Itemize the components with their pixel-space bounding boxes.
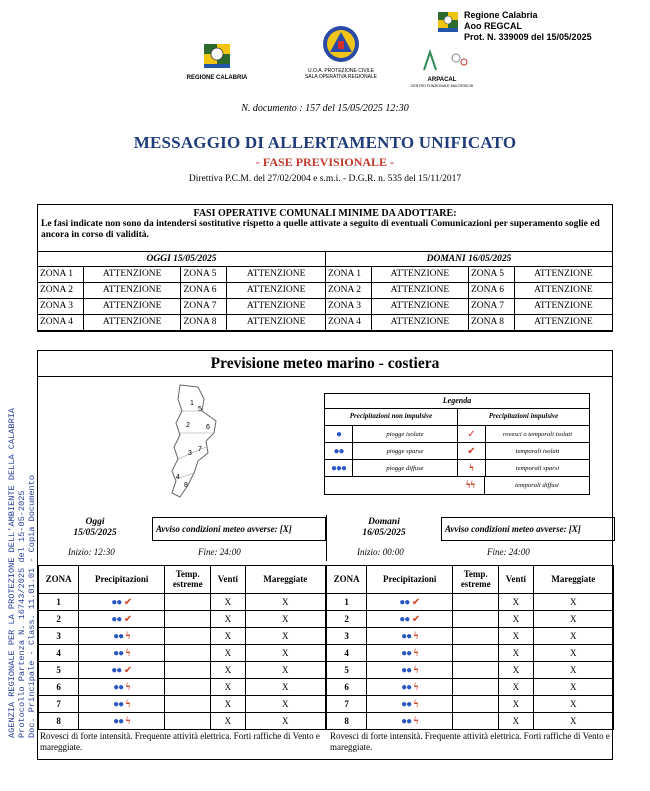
table-row	[39, 662, 326, 679]
storms-scattered-icon: ϟ	[411, 715, 419, 727]
temp-cell	[165, 696, 211, 713]
temp-cell	[453, 679, 499, 696]
precipitation-cell	[79, 679, 165, 696]
regione-calabria-logo	[182, 42, 252, 82]
legend-item-piogge-sparse: piogge sparse	[386, 447, 424, 455]
zone-status: ATTENZIONE	[227, 299, 325, 315]
phases-today-grid	[38, 267, 325, 331]
rain-scattered-icon: ●●	[401, 681, 412, 693]
zone-number: 7	[39, 696, 79, 713]
precipitation-cell	[367, 594, 453, 611]
sea-storm-cell: X	[245, 662, 325, 679]
precipitation-cell	[367, 713, 453, 730]
zone-status: ATTENZIONE	[515, 267, 612, 283]
phases-today	[38, 251, 325, 331]
sea-storm-cell: X	[533, 594, 613, 611]
storms-scattered-icon: ϟ	[411, 698, 419, 710]
arpacal-caption-2: CENTRO FUNZIONALE MULTIRISCHI	[410, 83, 474, 88]
zone-number: 5	[39, 662, 79, 679]
rain-isolated-icon: ●	[335, 428, 342, 440]
wind-cell: X	[211, 594, 245, 611]
forecast-note-today: Rovesci di forte intensità. Frequente attività elettrica. Forti raffiche di Vento e mareggiate.	[40, 731, 320, 753]
zone-number: 2	[39, 611, 79, 628]
legend-col-impulsive: Precipitazioni impulsive	[457, 409, 589, 425]
zone-label: ZONA 2	[326, 283, 372, 299]
zone-label: ZONA 8	[469, 315, 515, 331]
zone-number: 1	[327, 594, 367, 611]
zone-status: ATTENZIONE	[84, 299, 182, 315]
storms-scattered-icon: ϟ	[123, 630, 131, 642]
zone-label: ZONA 8	[181, 315, 227, 331]
showers-isolated-icon: ✓	[467, 428, 476, 440]
sea-storm-cell: X	[533, 679, 613, 696]
sea-storm-cell: X	[245, 594, 325, 611]
map-label-7: 7	[198, 446, 202, 453]
precipitation-cell	[79, 662, 165, 679]
rain-scattered-icon: ●●	[113, 647, 124, 659]
rain-widespread-icon: ●●●	[330, 462, 347, 474]
precipitation-cell	[367, 611, 453, 628]
day-today-start: Inizio: 12:30	[68, 547, 115, 557]
document-title: MESSAGGIO DI ALLERTAMENTO UNIFICATO	[133, 133, 517, 152]
protocol-line-1: Regione Calabria	[464, 10, 538, 20]
rain-scattered-icon: ●●	[401, 664, 412, 676]
precipitation-cell	[79, 628, 165, 645]
protocol-emblem-icon	[436, 10, 460, 36]
zone-number: 5	[327, 662, 367, 679]
legend-item-temporali-diffusi: temporali diffusi	[515, 482, 559, 489]
forecast-box	[37, 350, 613, 760]
storms-scattered-icon: ϟ	[123, 647, 131, 659]
zone-number: 6	[327, 679, 367, 696]
precipitation-cell	[79, 611, 165, 628]
sea-storm-cell: X	[533, 662, 613, 679]
storms-scattered-icon: ϟ	[123, 715, 131, 727]
storms-isolated-icon: ✔	[121, 596, 133, 608]
zone-label: ZONA 6	[181, 283, 227, 299]
stamp-line-1: AGENZIA REGIONALE PER LA PROTEZIONE DELL'AMBIENTE DELLA CALABRIA	[7, 407, 18, 738]
legend-item-temporali-isolati: temporali isolati	[515, 447, 560, 455]
forecast-title: Previsione meteo marino - costiera	[38, 351, 612, 377]
day-tomorrow-end: Fine: 24:00	[487, 547, 530, 557]
protezione-civile-caption-1: U.O.A. PROTEZIONE CIVILE	[307, 68, 375, 74]
table-row	[327, 645, 614, 662]
protezione-civile-emblem-icon	[320, 24, 362, 64]
zone-number: 3	[39, 628, 79, 645]
wind-cell: X	[499, 679, 533, 696]
phases-tomorrow	[325, 251, 612, 331]
map-label-1: 1	[190, 400, 194, 407]
zone-label: ZONA 5	[469, 267, 515, 283]
table-row	[39, 594, 326, 611]
zone-status: ATTENZIONE	[372, 283, 469, 299]
storms-scattered-icon: ϟ	[469, 462, 474, 474]
legend-item-piogge-isolate: piogge isolate	[386, 430, 424, 438]
zone-status: ATTENZIONE	[227, 315, 325, 331]
rain-scattered-icon: ●●	[113, 698, 124, 710]
temp-cell	[165, 628, 211, 645]
rain-scattered-icon: ●●	[113, 630, 124, 642]
temp-cell	[165, 611, 211, 628]
wind-cell: X	[211, 713, 245, 730]
rain-scattered-icon: ●●	[401, 630, 412, 642]
col-zona: ZONA	[39, 566, 79, 594]
zone-status: ATTENZIONE	[227, 283, 325, 299]
precipitation-cell	[367, 628, 453, 645]
wind-cell: X	[211, 679, 245, 696]
col-venti: Venti	[499, 566, 533, 594]
zone-number: 4	[327, 645, 367, 662]
zone-label: ZONA 7	[181, 299, 227, 315]
legend-item-rovesci: rovesci o temporali isolati	[502, 430, 573, 438]
temp-cell	[453, 628, 499, 645]
document-directive: Direttiva P.C.M. del 27/02/2004 e s.m.i. - D.G.R. n. 535 del 15/11/2017	[188, 174, 462, 184]
zone-number: 4	[39, 645, 79, 662]
table-row	[327, 679, 614, 696]
storms-isolated-icon: ✔	[409, 596, 421, 608]
rain-scattered-icon: ●●	[333, 445, 344, 457]
zone-status: ATTENZIONE	[515, 283, 612, 299]
precipitation-cell	[367, 679, 453, 696]
table-row	[39, 696, 326, 713]
map-label-5: 5	[198, 406, 202, 413]
regione-calabria-caption: REGIONE CALABRIA	[186, 75, 248, 81]
calabria-zone-map	[158, 381, 238, 501]
temp-cell	[165, 662, 211, 679]
protocol-line-3: Prot. N. 339009 del 15/05/2025	[464, 31, 592, 42]
wind-cell: X	[211, 645, 245, 662]
protocol-stamp	[436, 10, 592, 42]
col-precipitazioni: Precipitazioni	[367, 566, 453, 594]
phases-tomorrow-label: DOMANI 16/05/2025	[326, 251, 612, 267]
zone-label: ZONA 5	[181, 267, 227, 283]
calabria-map-icon	[158, 381, 238, 501]
table-row	[327, 662, 614, 679]
day-today-date: 15/05/2025	[73, 527, 117, 538]
zone-status: ATTENZIONE	[372, 315, 469, 331]
rain-scattered-icon: ●●	[111, 664, 122, 676]
arpacal-caption: ARPACAL	[427, 77, 457, 83]
rain-scattered-icon: ●●	[113, 681, 124, 693]
storms-isolated-icon: ✔	[409, 613, 421, 625]
storms-isolated-icon: ✔	[121, 613, 133, 625]
phases-box	[37, 204, 613, 332]
table-row	[327, 628, 614, 645]
temp-cell	[453, 713, 499, 730]
zone-status: ATTENZIONE	[84, 283, 182, 299]
zone-number: 3	[327, 628, 367, 645]
temp-cell	[453, 662, 499, 679]
rain-scattered-icon: ●●	[111, 613, 122, 625]
table-row	[39, 713, 326, 730]
wind-cell: X	[499, 696, 533, 713]
col-mareggiate: Mareggiate	[533, 566, 613, 594]
table-row	[327, 611, 614, 628]
day-tomorrow-header	[326, 515, 614, 561]
forecast-table-today	[38, 565, 326, 730]
table-row	[327, 696, 614, 713]
temp-cell	[165, 594, 211, 611]
day-tomorrow-avviso: Avviso condizioni meteo avverse: [X]	[441, 517, 615, 541]
temp-cell	[165, 645, 211, 662]
zone-label: ZONA 1	[326, 267, 372, 283]
sea-storm-cell: X	[245, 628, 325, 645]
phases-title: FASI OPERATIVE COMUNALI MINIME DA ADOTTARE:	[193, 208, 457, 219]
zone-status: ATTENZIONE	[84, 315, 182, 331]
temp-cell	[453, 611, 499, 628]
table-row	[39, 611, 326, 628]
rain-scattered-icon: ●●	[401, 647, 412, 659]
zone-status: ATTENZIONE	[84, 267, 182, 283]
arpacal-emblem-icon	[412, 48, 472, 72]
wind-cell: X	[499, 594, 533, 611]
zone-label: ZONA 3	[326, 299, 372, 315]
phases-tomorrow-grid	[326, 267, 612, 331]
precipitation-cell	[367, 662, 453, 679]
col-zona: ZONA	[327, 566, 367, 594]
wind-cell: X	[499, 628, 533, 645]
wind-cell: X	[499, 611, 533, 628]
col-temp: Temp. estreme	[165, 566, 211, 594]
day-today-label: Oggi	[85, 517, 105, 527]
sea-storm-cell: X	[533, 645, 613, 662]
legend-col-non-impulsive: Precipitazioni non impulsive	[349, 412, 433, 420]
temp-cell	[453, 696, 499, 713]
protezione-civile-logo	[276, 24, 406, 81]
storms-scattered-icon: ϟ	[411, 647, 419, 659]
day-tomorrow-label: Domani	[368, 517, 400, 527]
storms-isolated-icon: ✔	[467, 445, 476, 457]
wind-cell: X	[211, 696, 245, 713]
rain-scattered-icon: ●●	[111, 596, 122, 608]
rain-scattered-icon: ●●	[401, 715, 412, 727]
protocol-line-2: Aoo REGCAL	[464, 20, 522, 31]
rain-scattered-icon: ●●	[399, 596, 410, 608]
day-today-end: Fine: 24:00	[198, 547, 241, 557]
arpacal-logo	[392, 48, 492, 88]
wind-cell: X	[499, 713, 533, 730]
zone-status: ATTENZIONE	[515, 315, 612, 331]
phases-note: Le fasi indicate non sono da intendersi sostitutive rispetto a quelle attivate a seguito di eventuali Comunicazioni per superamento soglie ed ancora in corso di validità.	[41, 219, 600, 241]
map-label-8: 8	[184, 482, 188, 489]
temp-cell	[165, 713, 211, 730]
sea-storm-cell: X	[245, 713, 325, 730]
table-row	[39, 679, 326, 696]
storms-scattered-icon: ϟ	[411, 681, 419, 693]
table-row	[327, 594, 614, 611]
col-venti: Venti	[211, 566, 245, 594]
table-row	[39, 628, 326, 645]
day-today-header	[38, 515, 326, 561]
zone-status: ATTENZIONE	[227, 267, 325, 283]
precipitation-cell	[79, 713, 165, 730]
sea-storm-cell: X	[533, 628, 613, 645]
map-label-4: 4	[176, 474, 180, 481]
zone-label: ZONA 4	[38, 315, 84, 331]
table-row	[327, 713, 614, 730]
stamp-line-3: Doc. Principale - Class. 11.01.01 - Copia Documento	[26, 474, 37, 738]
col-temp: Temp. estreme	[453, 566, 499, 594]
zone-number: 1	[39, 594, 79, 611]
zone-number: 2	[327, 611, 367, 628]
zone-number: 8	[327, 713, 367, 730]
temp-cell	[453, 594, 499, 611]
storms-isolated-icon: ✔	[121, 664, 133, 676]
day-tomorrow-start: Inizio: 00:00	[357, 547, 404, 557]
zone-label: ZONA 1	[38, 267, 84, 283]
map-label-6: 6	[206, 424, 210, 431]
rain-scattered-icon: ●●	[113, 715, 124, 727]
day-tomorrow-date: 16/05/2025	[362, 527, 406, 538]
precipitation-cell	[79, 594, 165, 611]
forecast-table-tomorrow	[326, 565, 614, 730]
col-precipitazioni: Precipitazioni	[79, 566, 165, 594]
phases-today-label: OGGI 15/05/2025	[38, 251, 325, 267]
zone-label: ZONA 2	[38, 283, 84, 299]
sea-storm-cell: X	[533, 713, 613, 730]
precipitation-cell	[79, 696, 165, 713]
precipitation-cell	[367, 696, 453, 713]
zone-label: ZONA 3	[38, 299, 84, 315]
document-subtitle: - FASE PREVISIONALE -	[255, 155, 395, 169]
regione-calabria-emblem-icon	[200, 42, 234, 70]
wind-cell: X	[499, 645, 533, 662]
sea-storm-cell: X	[245, 696, 325, 713]
document-number: N. documento : 157 del 15/05/2025 12:30	[241, 103, 409, 114]
legend-title: Legenda	[325, 394, 589, 409]
stamp-line-2: Protocollo Partenza N. 16743/2025 del 15-05-2025	[17, 490, 28, 738]
storms-scattered-icon: ϟ	[123, 698, 131, 710]
wind-cell: X	[211, 662, 245, 679]
day-today-avviso: Avviso condizioni meteo avverse: [X]	[152, 517, 326, 541]
rain-scattered-icon: ●●	[399, 613, 410, 625]
map-label-3: 3	[188, 450, 192, 457]
zone-label: ZONA 4	[326, 315, 372, 331]
sea-storm-cell: X	[245, 679, 325, 696]
sea-storm-cell: X	[245, 645, 325, 662]
zone-status: ATTENZIONE	[515, 299, 612, 315]
storms-scattered-icon: ϟ	[411, 630, 419, 642]
col-mareggiate: Mareggiate	[245, 566, 325, 594]
sea-storm-cell: X	[245, 611, 325, 628]
forecast-note-tomorrow: Rovesci di forte intensità. Frequente attività elettrica. Forti raffiche di Vento e mareggiate.	[330, 731, 610, 753]
legend-box	[324, 393, 590, 495]
zone-label: ZONA 7	[469, 299, 515, 315]
legend-item-temporali-sparsi: temporali sparsi	[515, 464, 560, 472]
sea-storm-cell: X	[533, 611, 613, 628]
legend-item-piogge-diffuse: piogge diffuse	[386, 464, 424, 472]
temp-cell	[165, 679, 211, 696]
wind-cell: X	[499, 662, 533, 679]
zone-number: 6	[39, 679, 79, 696]
temp-cell	[453, 645, 499, 662]
protezione-civile-caption-2: SALA OPERATIVA REGIONALE	[304, 73, 378, 80]
storms-widespread-icon: ϟϟ	[465, 480, 476, 491]
zone-status: ATTENZIONE	[372, 267, 469, 283]
table-row	[39, 645, 326, 662]
rain-scattered-icon: ●●	[401, 698, 412, 710]
storms-scattered-icon: ϟ	[411, 664, 419, 676]
precipitation-cell	[367, 645, 453, 662]
map-label-2: 2	[186, 422, 190, 429]
sea-storm-cell: X	[533, 696, 613, 713]
zone-status: ATTENZIONE	[372, 299, 469, 315]
wind-cell: X	[211, 628, 245, 645]
wind-cell: X	[211, 611, 245, 628]
precipitation-cell	[79, 645, 165, 662]
zone-number: 8	[39, 713, 79, 730]
storms-scattered-icon: ϟ	[123, 681, 131, 693]
zone-label: ZONA 6	[469, 283, 515, 299]
zone-number: 7	[327, 696, 367, 713]
